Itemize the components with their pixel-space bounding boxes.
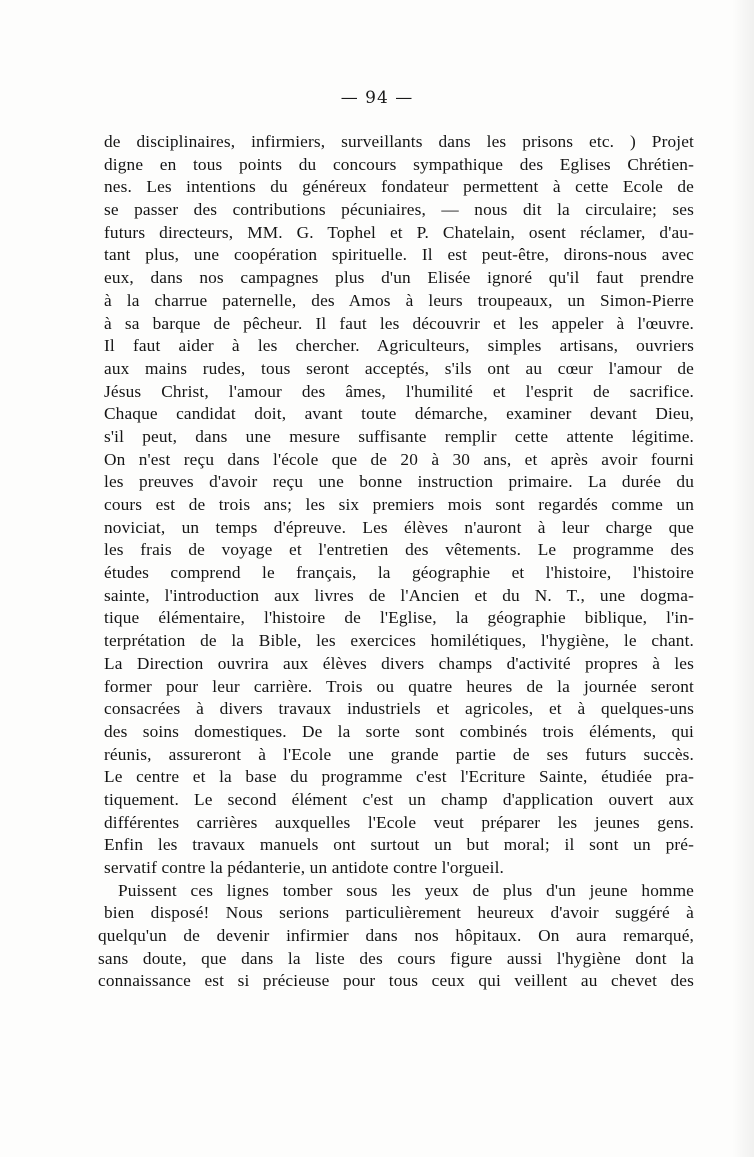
text-line: sans doute, que dans la liste des cours figure aussi l'hygiène dont la xyxy=(98,948,694,968)
paragraph-start-line: Puissent ces lignes tomber sous les yeux de plus d'un jeune homme xyxy=(118,880,694,900)
text-line: sainte, l'introduction aux livres de l'Ancien et du N. T., une dogma- xyxy=(104,585,694,605)
text-line: quelqu'un de devenir infirmier dans nos hôpitaux. On aura remarqué, xyxy=(98,926,694,946)
text-line: bien disposé! Nous serions particulièrement heureux d'avoir suggéré à xyxy=(104,903,694,923)
page-number: — 94 — xyxy=(340,88,414,108)
text-line: eux, dans nos campagnes plus d'un Elisée ignoré qu'il faut prendre xyxy=(104,268,694,288)
text-line: à la charrue paternelle, des Amos à leurs troupeaux, un Simon-Pierre xyxy=(104,290,694,310)
text-line: noviciat, un temps d'épreuve. Les élèves n'auront à leur charge que xyxy=(104,517,694,537)
text-line: digne en tous points du concours sympathique des Eglises Chrétien- xyxy=(104,154,694,174)
text-line: connaissance est si précieuse pour tous ceux qui veillent au chevet des xyxy=(98,971,694,991)
text-line: différentes carrières auxquelles l'Ecole veut préparer les jeunes gens. xyxy=(104,812,694,832)
text-line: consacrées à divers travaux industriels et agricoles, et à quelques-uns xyxy=(104,699,694,719)
text-line: les preuves d'avoir reçu une bonne instruction primaire. La durée du xyxy=(104,472,694,492)
text-line: réunis, assureront à l'Ecole une grande partie de ses futurs succès. xyxy=(104,744,694,764)
text-line: Jésus Christ, l'amour des âmes, l'humilité et l'esprit de sacrifice. xyxy=(104,381,694,401)
text-line: de disciplinaires, infirmiers, surveillants dans les prisons etc. ) Projet xyxy=(104,132,694,151)
text-line: La Direction ouvrira aux élèves divers champs d'activité propres à les xyxy=(104,653,694,673)
paragraph-end-line: servatif contre la pédanterie, un antidote contre l'orgueil. xyxy=(104,858,504,877)
text-line: tique élémentaire, l'histoire de l'Eglise, la géographie biblique, l'in- xyxy=(104,608,694,628)
text-line: s'il peut, dans une mesure suffisante remplir cette attente légitime. xyxy=(104,426,694,446)
text-line: On n'est reçu dans l'école que de 20 à 30 ans, et après avoir fourni xyxy=(104,449,694,469)
text-line: tant plus, une coopération spirituelle. Il est peut-être, dirons-nous avec xyxy=(104,245,694,265)
text-line: tiquement. Le second élément c'est un champ d'application ouvert aux xyxy=(104,789,694,809)
text-line: les frais de voyage et l'entretien des vêtements. Le programme des xyxy=(104,540,694,560)
text-line: terprétation de la Bible, les exercices homilétiques, l'hygiène, le chant. xyxy=(104,631,694,651)
text-line: nes. Les intentions du généreux fondateur permettent à cette Ecole de xyxy=(104,177,694,197)
text-line: futurs directeurs, MM. G. Tophel et P. Chatelain, osent réclamer, d'au- xyxy=(104,222,694,242)
page-edge-shadow xyxy=(732,0,754,1157)
text-line: des soins domestiques. De la sorte sont combinés trois éléments, qui xyxy=(104,721,694,741)
text-line: cours est de trois ans; les six premiers mois sont regardés comme un xyxy=(104,495,694,514)
text-line: Enfin les travaux manuels ont surtout un but moral; il sont un pré- xyxy=(104,835,694,855)
text-line: aux mains rudes, tous seront acceptés, s'ils ont au cœur l'amour de xyxy=(104,358,694,378)
text-line: Il faut aider à les chercher. Agriculteurs, simples artisans, ouvriers xyxy=(104,336,694,356)
text-line: former pour leur carrière. Trois ou quatre heures de la journée seront xyxy=(104,676,694,696)
text-line: à sa barque de pêcheur. Il faut les découvrir et les appeler à l'œuvre. xyxy=(104,313,694,333)
text-line: Chaque candidat doit, avant toute démarche, examiner devant Dieu, xyxy=(104,404,694,424)
text-line: se passer des contributions pécuniaires, — nous dit la circulaire; ses xyxy=(104,200,694,220)
text-line: Le centre et la base du programme c'est l'Ecriture Sainte, étudiée pra- xyxy=(104,767,694,787)
body-text xyxy=(98,131,694,993)
text-line: études comprend le français, la géographie et l'histoire, l'histoire xyxy=(104,563,694,583)
